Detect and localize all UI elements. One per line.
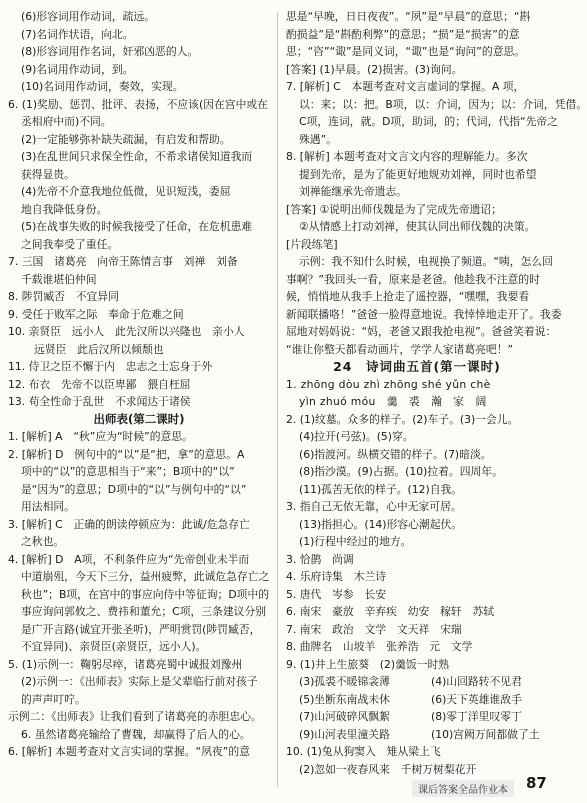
page-number: 87 bbox=[526, 774, 547, 792]
text-line: (1)行程中经过的地方。 bbox=[299, 535, 412, 548]
text-line: yìn zhuó móu 羹 裘 瀚 家 阔 bbox=[299, 395, 487, 408]
poem-line: (3)孤裘不暖锦衾薄 bbox=[299, 675, 390, 688]
text-line: 4. [解析] D A项，不利条件应为“先帝创业未半而 bbox=[8, 552, 250, 566]
text-line: 示例：我不知什么时候，电视换了频道。“咦，怎么回 bbox=[299, 255, 553, 268]
text-line: 酌损益”是“斟酌利弊”的意思；“损”是“损害”的意 bbox=[286, 27, 520, 41]
poem-line: (7)山河破碎风飘絮 bbox=[299, 710, 390, 723]
text-line: (13)指担心。(14)形容心潮起伏。 bbox=[299, 517, 463, 531]
text-line: (4)拉开(弓弦)。(5)穿。 bbox=[299, 430, 414, 443]
text-line: 9. 受任于败军之际 奉命于危难之间 bbox=[8, 307, 184, 321]
text-line: 中道崩殂，今天下三分，益州疲弊，此诚危急存亡之 bbox=[21, 570, 270, 583]
text-line: (8)形容词用作名词，奸邪凶恶的人。 bbox=[21, 45, 199, 58]
text-line: 7. [解析] C 本题考查对文言虚词的掌握。A 项， bbox=[286, 80, 525, 93]
text-line: ②从情感上打动刘禅，使其认同出师伐魏的决策。 bbox=[299, 220, 536, 233]
text-line: 千载谁堪伯仲间 bbox=[21, 272, 97, 286]
text-line: 事啊？”我回头一看，原来是老爸。他趁我不注意的时 bbox=[286, 272, 540, 286]
text-line: 秋也”；B项，在宫中的事应向侍中等征询；D项中的 bbox=[21, 587, 270, 601]
right-column bbox=[286, 8, 587, 778]
text-line: (7)名词作状语，向北。 bbox=[21, 27, 134, 41]
text-line: 12. 布衣 先帝不以臣卑鄙 猥自枉屈 bbox=[8, 377, 191, 391]
footer-label: 课后答案全品作业本 bbox=[412, 780, 514, 797]
column-divider bbox=[277, 12, 278, 787]
text-line: 用法相同。 bbox=[21, 500, 75, 513]
text-line: 5. (1)示例一：鞠躬尽瘁，诸葛亮蜀中诚报刘豫州 bbox=[8, 657, 243, 671]
text-line: 10. (1)兔从狗窦入 雉从梁上飞 bbox=[286, 745, 441, 758]
text-line: (11)孤苦无依的样子。(12)自我。 bbox=[299, 482, 463, 496]
text-line: (9)名词用作动词，到。 bbox=[21, 62, 134, 76]
text-line: 1. [解析] A “秋”应为“时候”的意思。 bbox=[8, 430, 193, 443]
text-line: (8)指沙漠。(9)占据。(10)拉着。四周年。 bbox=[299, 465, 503, 478]
text-line: [答案] (1)早晨。(2)损害。(3)询问。 bbox=[286, 62, 463, 76]
text-line: 事应询问郭攸之、费祎和董允；C项，三条建议分别 bbox=[21, 605, 267, 618]
text-line: 3. 指自己无依无靠，心中无家可居。 bbox=[286, 500, 462, 513]
text-line: [答案] ①说明出师伐魏是为了完成先帝遗诏； bbox=[286, 202, 502, 216]
text-line: 思是“早晚，日日夜夜”。“夙”是“早晨”的意思；“斟 bbox=[286, 10, 531, 23]
text-line: 7. 南宋 政治 文学 文天祥 宋瑞 bbox=[286, 622, 462, 636]
text-line: (2)一定能够弥补缺失疏漏，有启发和帮助。 bbox=[21, 132, 231, 146]
text-line: 5. 唐代 岑参 长安 bbox=[286, 587, 387, 601]
text-line: 示例二：《出师表》让我们看到了诸葛亮的赤胆忠心。 bbox=[8, 710, 262, 723]
text-line: (2)忽如一夜春风来 千树万树梨花开 bbox=[299, 762, 477, 776]
text-line: 7. 三国 诸葛亮 向帝王陈情言事 刘禅 刘备 bbox=[8, 255, 238, 268]
text-line: 丞相府中而)不同。 bbox=[21, 115, 112, 128]
text-line: (6)形容词用作动词，疏远。 bbox=[21, 10, 156, 23]
poem-line: (8)零丁洋里叹零丁 bbox=[431, 710, 522, 723]
text-line: (10)名词用作动词，奏效，实现。 bbox=[21, 80, 184, 93]
poem-line-row bbox=[286, 726, 548, 744]
text-line: 2. [解析] D 例句中的“以”是“把，拿”的意思。A bbox=[8, 447, 245, 461]
text-line: 13. 苟全性命于乱世 不求闻达于诸侯 bbox=[8, 395, 191, 408]
text-line: (2)示例一：《出师表》实际上是父辈临行前对孩子 bbox=[21, 675, 258, 688]
poem-line-row bbox=[286, 673, 548, 691]
text-line: “谁让你整天都看动画片，学学人家诸葛亮吧！” bbox=[286, 342, 514, 356]
poem-line: (6)天下英雄谁敌手 bbox=[431, 692, 522, 706]
text-line: (3)在乱世间只求保全性命，不希求诸侯知道我而 bbox=[21, 150, 253, 163]
section-heading: 24 诗词曲五首(第一课时) bbox=[333, 359, 501, 374]
text-line: 8. 陟罚臧否 不宜异同 bbox=[8, 290, 119, 303]
text-line: 不宜异同)、亲贤臣(亲贤臣，远小人)。 bbox=[21, 640, 207, 653]
text-line: 6. 虽然诸葛亮输给了曹魏，却赢得了后人的心。 bbox=[21, 727, 251, 741]
text-line: 候，悄悄地从我手上抢走了遥控器，“嘿嘿，我要看 bbox=[286, 290, 530, 303]
text-line: 新闻联播咯！”爸爸一脸得意地说。我悻悻地走开了。我委 bbox=[286, 307, 562, 321]
text-line: 之间我奉受了重任。 bbox=[21, 237, 119, 251]
text-line: 8. 曲牌名 山坡羊 张养浩 元 文学 bbox=[286, 640, 473, 653]
text-line: 提到先帝，是为了能更好地规劝刘禅，同时也希望 bbox=[299, 167, 537, 181]
poem-line: (9)山河表里潼关路 bbox=[299, 727, 390, 741]
text-line: 1. zhōng dòu zhì zhōng shé yǔn chè bbox=[286, 377, 491, 391]
text-line: 地自我降低身份。 bbox=[21, 202, 108, 216]
text-line: 是广开言路(诚宜开张圣听)，严明赏罚(陟罚臧否， bbox=[21, 622, 261, 636]
text-line: 之秋也。 bbox=[21, 535, 65, 548]
text-line: 6. (1)奖励、惩罚、批评、表扬，不应该(因在宫中或在 bbox=[8, 97, 268, 111]
text-line: 屈地对妈妈说：“妈，老爸又跟我抢电视”。爸爸笑着说： bbox=[286, 325, 557, 338]
text-line: (6)指渡河。纵横交错的样子。(7)暗淡。 bbox=[299, 447, 492, 461]
text-line: 思；“咨”“诹”是同义词，“诹”也是“询问”的意思。 bbox=[286, 45, 526, 58]
text-line: 2. (1)纹墓。众多的样子。(2)车子。(3)一会儿。 bbox=[286, 412, 519, 426]
text-line: 以：来；以：把。B项，以：介词，因为；以：介词，凭借。 bbox=[299, 97, 587, 111]
text-line: (5)在战事失败的时候我接受了任命，在危机患难 bbox=[21, 220, 253, 233]
text-line: 6. 南宋 豪放 辛弃疾 幼安 稼轩 苏轼 bbox=[286, 605, 495, 618]
text-line: 10. 亲贤臣 远小人 此先汉所以兴隆也 亲小人 bbox=[8, 325, 245, 338]
text-line: 远贤臣 此后汉所以倾颓也 bbox=[34, 342, 164, 356]
text-line: C项，连词，就。D项，助词，的；代词，代指“先帝之 bbox=[299, 115, 558, 128]
poem-line: (5)坐断东南战未休 bbox=[299, 692, 390, 706]
poem-line: (10)宫阙万间都做了土 bbox=[431, 727, 540, 741]
text-line: 11. 侍卫之臣不懈于内 忠志之士忘身于外 bbox=[8, 360, 213, 373]
text-line: 是“因为”的意思；D项中的“以”与例句中的“以” bbox=[21, 482, 247, 496]
text-line: [片段练笔] bbox=[286, 237, 338, 251]
text-line: 的声声叮咛。 bbox=[21, 692, 86, 706]
text-line: 3. 恰鹊 尚调 bbox=[286, 552, 354, 566]
text-line: 6. [解析] 本题考查对文言实词的掌握。“夙夜”的意 bbox=[8, 745, 250, 758]
section-heading: 出师表(第二课时) bbox=[93, 411, 185, 426]
text-line: 刘禅能继承先帝遗志。 bbox=[299, 185, 407, 198]
text-line: 获得显贵。 bbox=[21, 167, 75, 181]
text-line: 项中的“以”的意思相当于“来”；B项中的“以” bbox=[21, 465, 235, 478]
text-line: 4. 乐府诗集 木兰诗 bbox=[286, 570, 387, 583]
poem-line-row bbox=[286, 708, 548, 726]
left-column bbox=[8, 8, 270, 761]
text-line: 殊遇”。 bbox=[299, 132, 337, 146]
text-line: (4)先帝不介意我地位低微，见识短浅，委屈 bbox=[21, 185, 231, 198]
text-line: 9. (1)井上生旅葵 (2)羹饭一时熟 bbox=[286, 657, 450, 671]
poem-line: (4)山回路转不见君 bbox=[431, 675, 522, 688]
text-line: 8. [解析] 本题考查对文言文内容的理解能力。多次 bbox=[286, 150, 528, 163]
poem-line-row bbox=[286, 691, 548, 709]
text-line: 3. [解析] C 正确的朗读停顿应为：此诚/危急存亡 bbox=[8, 517, 250, 531]
